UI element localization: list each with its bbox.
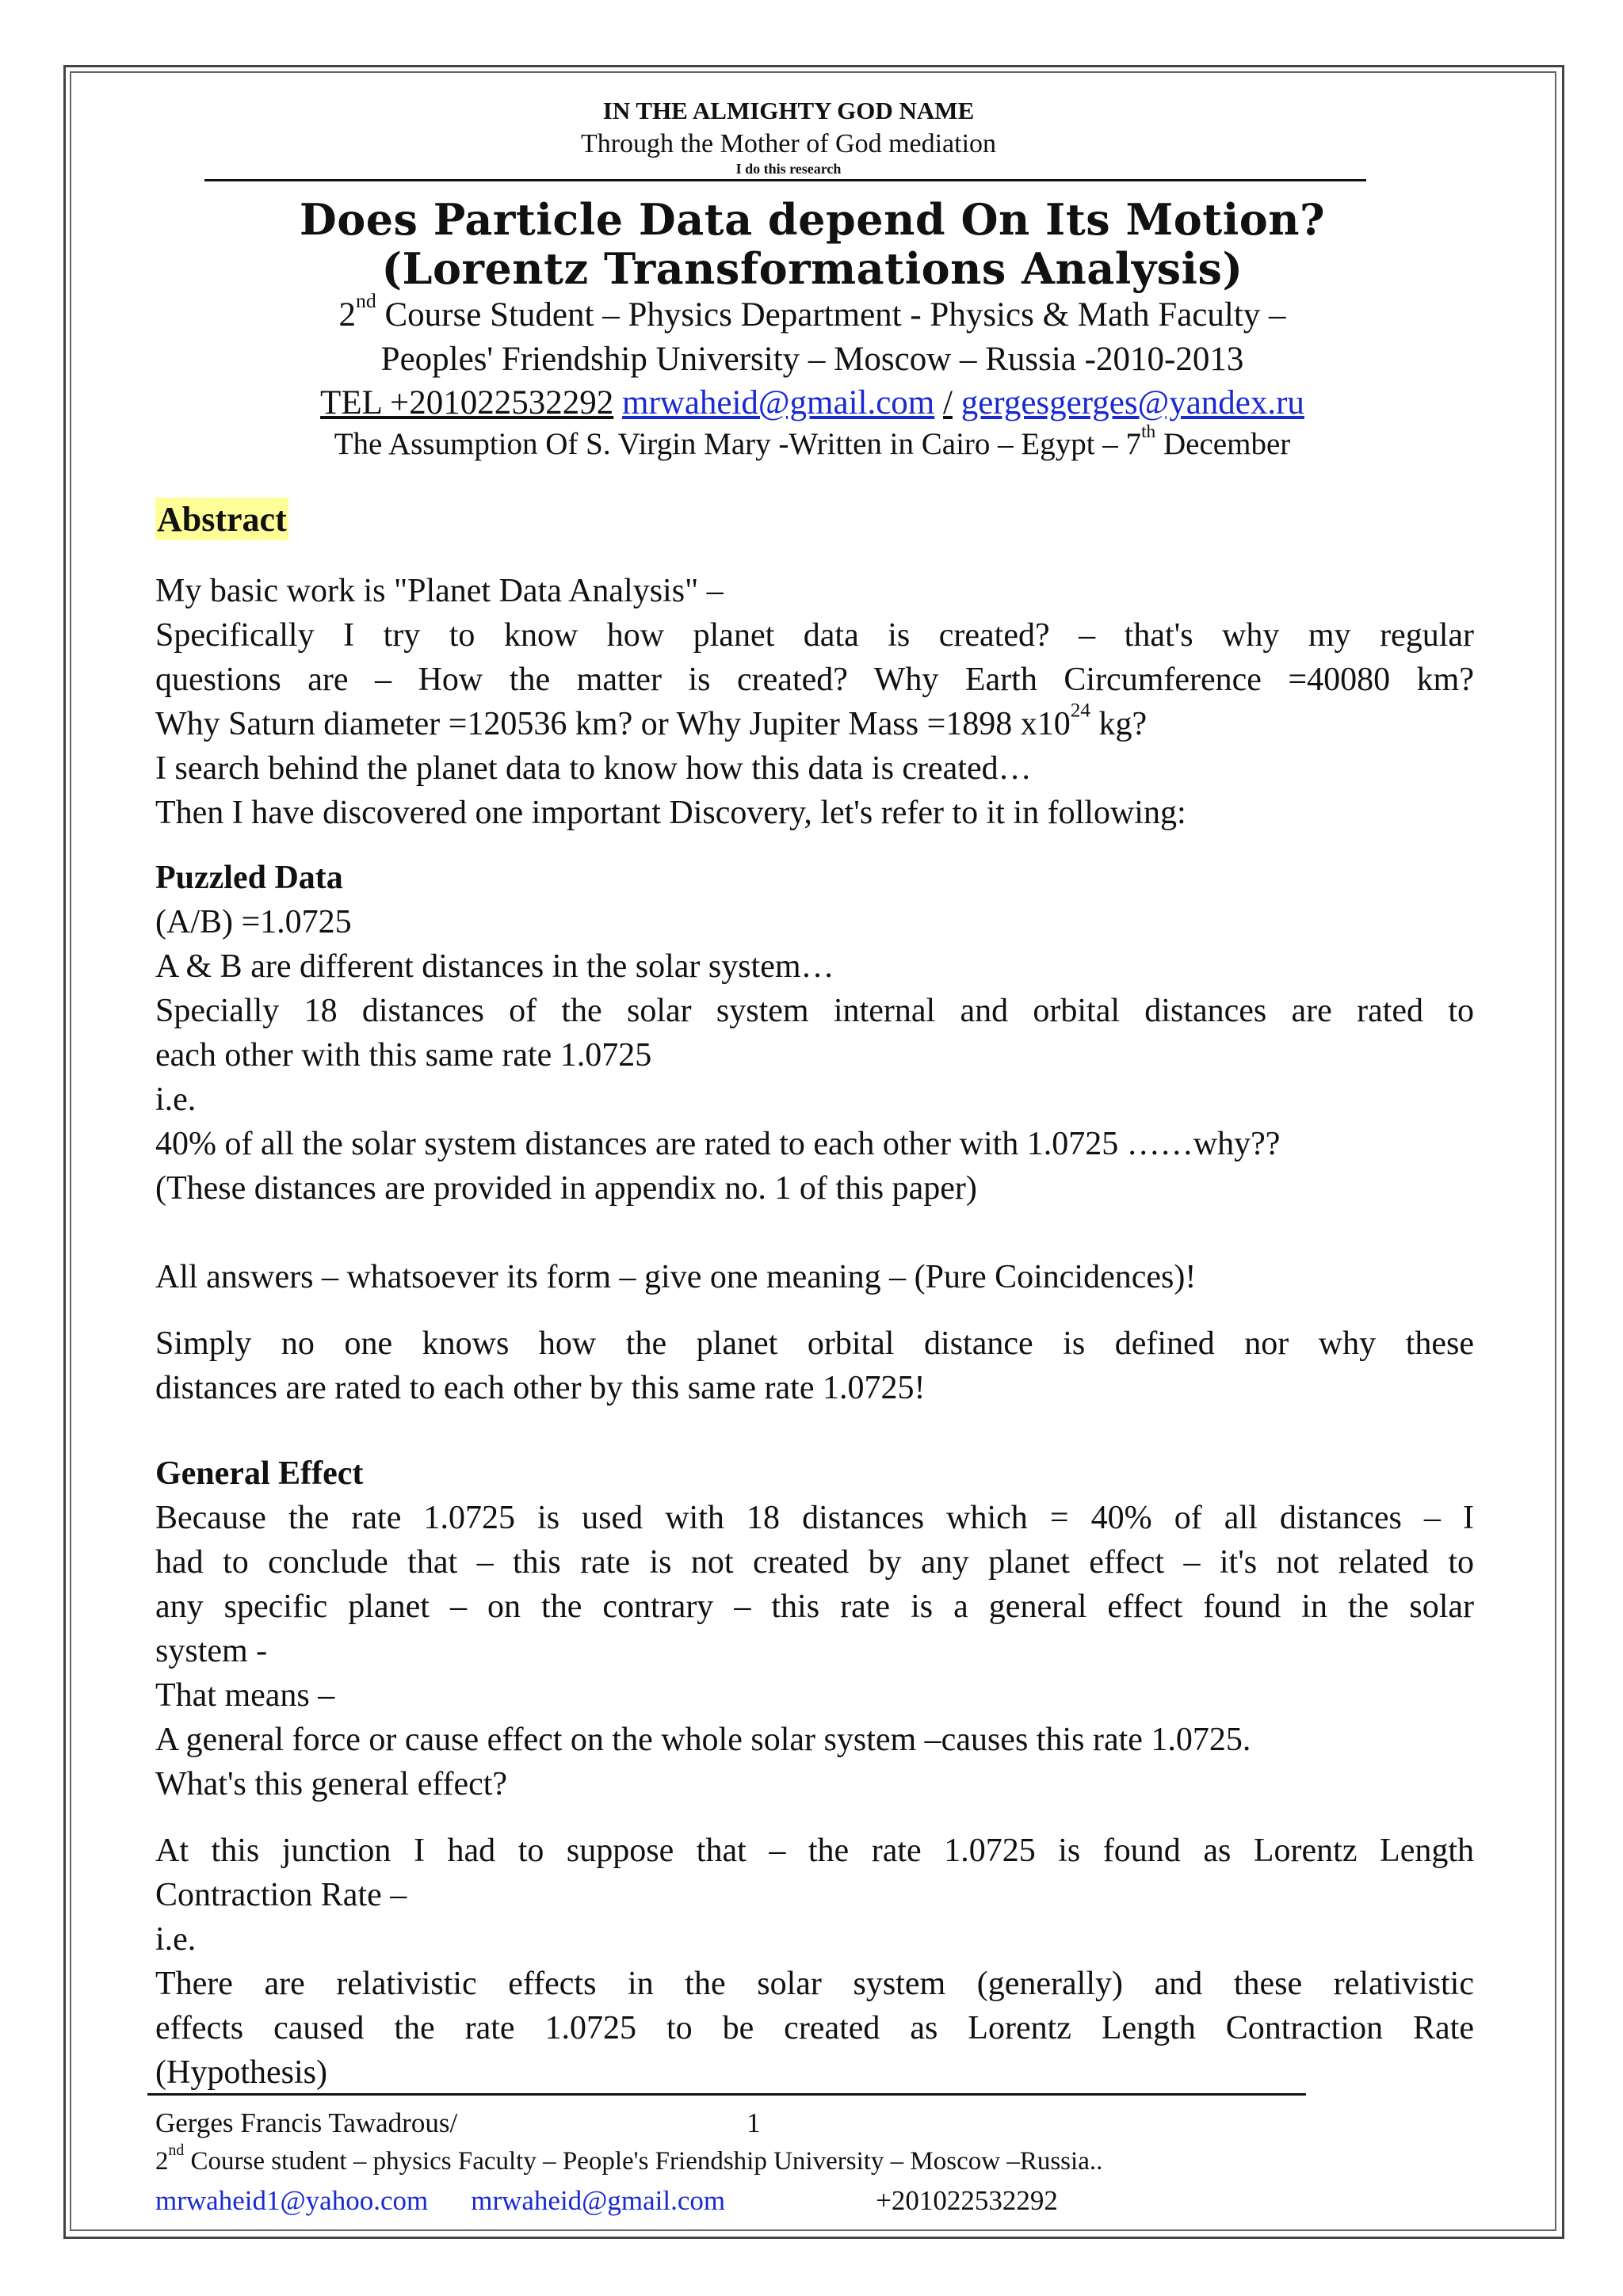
paper-subtitle: (Lorentz Transformations Analysis) — [381, 243, 1243, 294]
exponent: 24 — [1070, 700, 1090, 722]
section-line: effects caused the rate 1.0725 to be created as Lorentz Length Contraction Rate — [155, 2010, 1474, 2046]
section-line: A general force or cause effect on the whole solar system –causes this rate 1.0725. — [155, 1722, 1251, 1758]
telephone: TEL +201022532292 — [320, 384, 614, 421]
section-line: 40% of all the solar system distances are rated to each other with 1.0725 ……why?? — [155, 1126, 1281, 1162]
section-line: Specially 18 distances of the solar system internal and orbital distances are rated to — [155, 993, 1474, 1029]
section-line: Contraction Rate – — [155, 1877, 407, 1913]
section-line: each other with this same rate 1.0725 — [155, 1037, 652, 1074]
author-course-line — [95, 288, 1529, 334]
section-line: any specific planet – on the contrary – this rate is a general effect found in the solar — [155, 1589, 1474, 1625]
footer-course-suffix: nd — [168, 2142, 185, 2160]
paper-title: Does Particle Data depend On Its Motion? — [299, 194, 1326, 245]
abstract-line: I search behind the planet data to know how this data is created… — [155, 750, 1032, 787]
contact-line — [95, 386, 1529, 420]
abstract-paragraph — [155, 569, 1474, 835]
footer-contact-line — [155, 2187, 1058, 2214]
footer-course-text: Course student – physics Faculty – People's Friendship University – Moscow –Russia.. — [184, 2147, 1103, 2176]
mediation-line: Through the Mother of God mediation — [580, 129, 997, 158]
section-line: (These distances are provided in appendix no. 1 of this paper) — [155, 1170, 977, 1207]
section-line: What's this general effect? — [155, 1766, 508, 1802]
section-line: had to conclude that – this rate is not created by any planet effect – it's not related to — [155, 1544, 1474, 1581]
general-effect-section — [155, 1451, 1474, 2095]
footer-email-gmail[interactable]: mrwaheid@gmail.com — [471, 2185, 726, 2216]
footer-email-yahoo[interactable]: mrwaheid1@yahoo.com — [155, 2185, 429, 2216]
puzzled-data-heading: Puzzled Data — [155, 860, 343, 896]
footer-rule — [147, 2093, 1306, 2096]
month-text: December — [1155, 427, 1291, 461]
section-line: Simply no one knows how the planet orbital distance is defined nor why these — [155, 1325, 1474, 1362]
unit-text: kg? — [1090, 706, 1148, 742]
written-location-text: The Assumption Of S. Virgin Mary -Written in Cairo – Egypt – 7 — [334, 427, 1142, 461]
course-number: 2 — [338, 296, 356, 334]
general-effect-heading: General Effect — [155, 1455, 364, 1492]
footer-author: Gerges Francis Tawadrous/ — [155, 2107, 458, 2138]
puzzled-data-section — [155, 856, 1474, 1410]
date-suffix: th — [1141, 421, 1156, 442]
footer-phone: +201022532292 — [876, 2185, 1058, 2216]
blank-line — [155, 1211, 1474, 1255]
page-number: 1 — [747, 2107, 761, 2138]
section-line: All answers – whatsoever its form – give one meaning – (Pure Coincidences)! — [155, 1259, 1197, 1295]
header-rule — [204, 179, 1366, 181]
abstract-line: Then I have discovered one important Discovery, let's refer to it in following: — [155, 795, 1186, 831]
email-link-gmail[interactable]: mrwaheid@gmail.com — [622, 384, 935, 421]
course-text: Course Student – Physics Department - Physics & Math Faculty – — [376, 296, 1286, 334]
section-line: That means – — [155, 1677, 335, 1714]
section-line: i.e. — [155, 1081, 197, 1118]
email-link-yandex[interactable]: gergesgerges@yandex.ru — [960, 384, 1304, 421]
section-line: system - — [155, 1633, 268, 1669]
research-line: I do this research — [735, 161, 842, 177]
footer-course-number: 2 — [155, 2147, 169, 2176]
footer-course-line — [155, 2142, 1103, 2176]
abstract-line: questions are – How the matter is created? Why Earth Circumference =40080 km? — [155, 662, 1474, 698]
abstract-line: Specifically I try to know how planet data is created? – that's why my regular — [155, 617, 1474, 654]
section-line: (Hypothesis) — [155, 2054, 327, 2091]
section-line: distances are rated to each other by this same rate 1.0725! — [155, 1370, 926, 1406]
abstract-line — [155, 702, 1474, 746]
section-line: A & B are different distances in the solar system… — [155, 948, 834, 985]
ratio-line: (A/B) =1.0725 — [155, 904, 352, 940]
paragraph-gap — [155, 1299, 1474, 1322]
section-line: Because the rate 1.0725 is used with 18 distances which = 40% of all distances – I — [155, 1500, 1474, 1536]
written-location-line — [95, 421, 1529, 461]
abstract-heading: Abstract — [155, 498, 288, 540]
section-line: At this junction I had to suppose that – the rate 1.0725 is found as Lorentz Length — [155, 1833, 1474, 1869]
course-suffix: nd — [355, 288, 376, 312]
jupiter-mass-text: Why Saturn diameter =120536 km? or Why Jupiter Mass =1898 x10 — [155, 706, 1071, 742]
separator-slash: / — [943, 384, 953, 421]
abstract-line: My basic work is "Planet Data Analysis" – — [155, 573, 724, 609]
section-line: i.e. — [155, 1921, 197, 1958]
footer-author-line — [155, 2109, 761, 2137]
dedication-line: IN THE ALMIGHTY GOD NAME — [602, 97, 975, 124]
university-line: Peoples' Friendship University – Moscow – Russia -2010-2013 — [380, 341, 1244, 378]
paragraph-gap — [155, 1806, 1474, 1829]
section-line: There are relativistic effects in the solar system (generally) and these relativistic — [155, 1966, 1474, 2002]
